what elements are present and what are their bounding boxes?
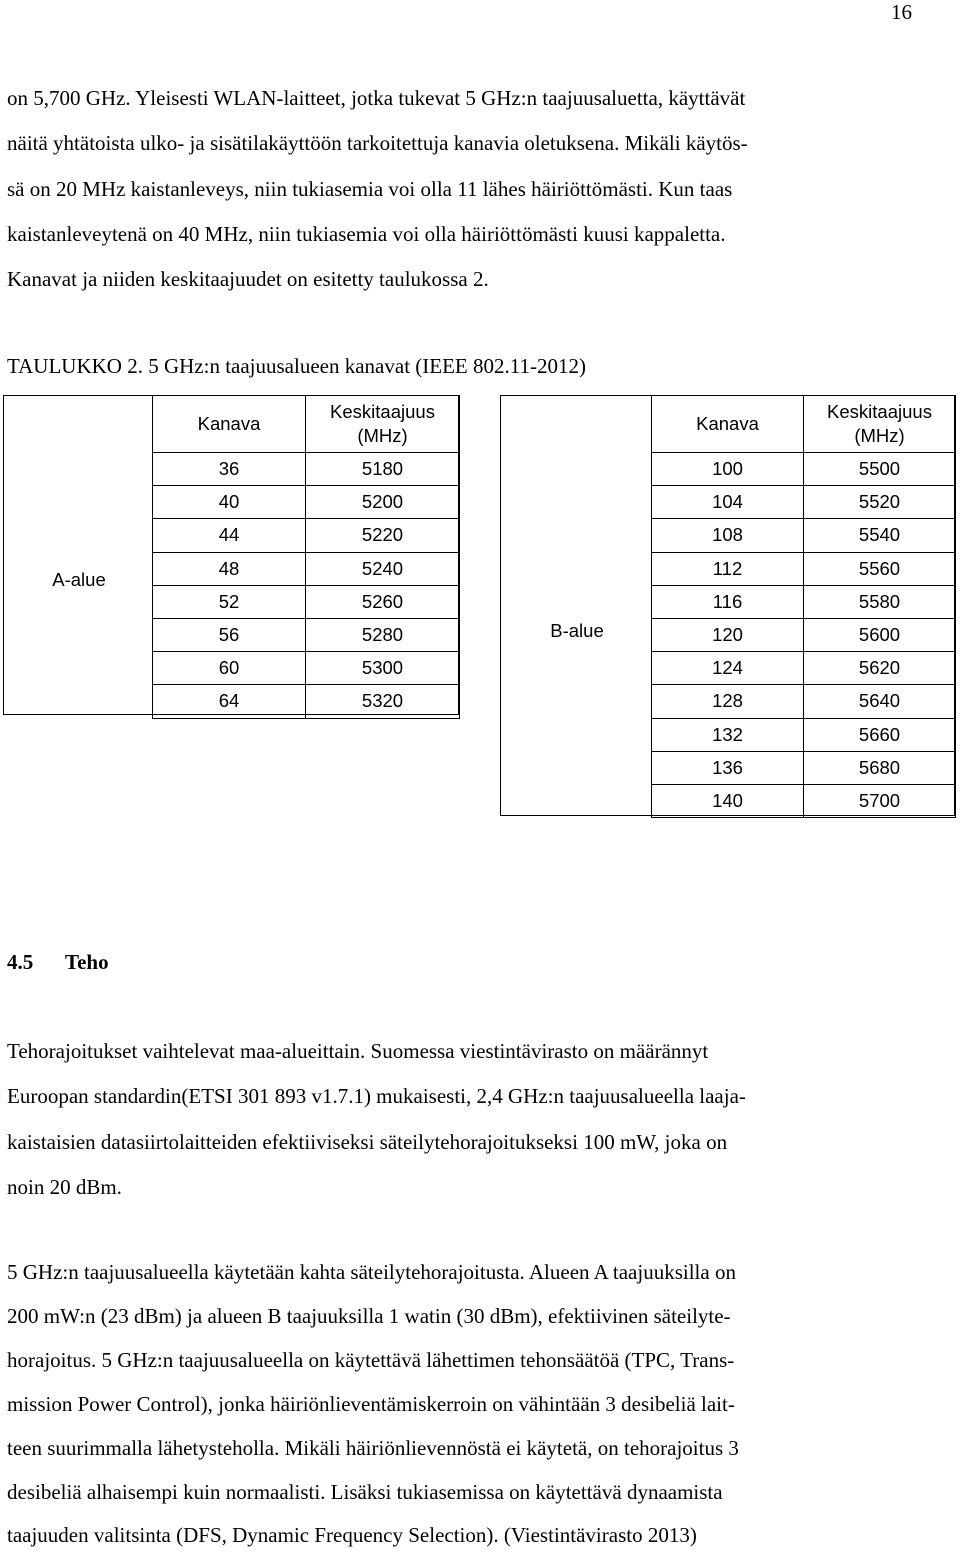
channel-cell: 56 <box>153 618 306 651</box>
frequency-cell: 5600 <box>804 618 956 651</box>
table-row <box>652 552 956 585</box>
text-line: 5 GHz:n taajuusalueella käytetään kahta säteilytehorajoitusta. Alueen A taajuuksilla on <box>7 1260 736 1284</box>
table-row <box>652 784 956 817</box>
header-frequency <box>306 396 460 453</box>
header-channel: Kanava <box>153 396 306 453</box>
frequency-cell: 5500 <box>804 453 956 486</box>
channel-cell: 124 <box>652 652 804 685</box>
band-a-grid <box>152 395 460 719</box>
header-frequency-line2: (MHz) <box>854 425 905 446</box>
text-line: mission Power Control), jonka häiriönlieventämiskerroin on vähintään 3 desibeliä lait- <box>7 1391 735 1416</box>
table-row <box>153 685 460 718</box>
frequency-cell: 5640 <box>804 685 956 718</box>
text-line: desibeliä alhaisempi kuin normaalisti. Lisäksi tukiasemissa on käytettävä dynaamista <box>7 1479 723 1504</box>
channel-cell: 40 <box>153 486 306 519</box>
channel-cell: 108 <box>652 519 804 552</box>
table-row <box>652 652 956 685</box>
channel-cell: 136 <box>652 751 804 784</box>
frequency-cell: 5560 <box>804 552 956 585</box>
table-row <box>652 453 956 486</box>
table-row <box>153 552 460 585</box>
frequency-cell: 5300 <box>306 652 460 685</box>
channel-cell: 60 <box>153 652 306 685</box>
table-row <box>652 718 956 751</box>
frequency-cell: 5220 <box>306 519 460 552</box>
frequency-cell: 5260 <box>306 585 460 618</box>
band-b-grid <box>651 395 956 818</box>
text-line: kaistaisien datasiirtolaitteiden efektiiviseksi säteilytehorajoitukseksi 100 mW, joka on <box>7 1129 728 1154</box>
channel-cell: 132 <box>652 718 804 751</box>
text-line: sä on 20 MHz kaistanleveys, niin tukiasemia voi olla 11 lähes häiriöttömästi. Kun taas <box>7 176 733 201</box>
channel-cell: 52 <box>153 585 306 618</box>
band-b-label: B-alue <box>550 620 604 641</box>
header-frequency-line1: Keskitaajuus <box>330 401 435 422</box>
channel-cell: 104 <box>652 486 804 519</box>
channel-cell: 36 <box>153 453 306 486</box>
text-line: horajoitus. 5 GHz:n taajuusalueella on käytettävä lähettimen tehonsäätöä (TPC, Trans- <box>7 1347 735 1372</box>
table-caption: TAULUKKO 2. 5 GHz:n taajuusalueen kanavat (IEEE 802.11-2012) <box>7 354 586 378</box>
table-row <box>153 453 460 486</box>
text-line: Kanavat ja niiden keskitaajuudet on esitetty taulukossa 2. <box>7 267 489 292</box>
frequency-cell: 5680 <box>804 751 956 784</box>
text-line: 200 mW:n (23 dBm) ja alueen B taajuuksilla 1 watin (30 dBm), efektiivinen säteilyte- <box>7 1303 731 1328</box>
frequency-cell: 5200 <box>306 486 460 519</box>
table-row <box>153 618 460 651</box>
channel-cell: 64 <box>153 685 306 718</box>
section-heading <box>7 946 109 978</box>
frequency-cell: 5180 <box>306 453 460 486</box>
table-row <box>652 685 956 718</box>
channel-cell: 140 <box>652 784 804 817</box>
text-line: näitä yhtätoista ulko- ja sisätilakäyttöön tarkoitettuja kanavia oletuksena. Mikäli käytös- <box>7 131 748 156</box>
section-title: Teho <box>65 950 109 974</box>
frequency-cell: 5620 <box>804 652 956 685</box>
page-number: 16 <box>891 0 912 24</box>
text-line: Euroopan standardin(ETSI 301 893 v1.7.1) mukaisesti, 2,4 GHz:n taajuusalueella laaja- <box>7 1084 746 1109</box>
text-line: on 5,700 GHz. Yleisesti WLAN-laitteet, jotka tukevat 5 GHz:n taajuusaluetta, käyttävät <box>7 86 746 110</box>
channel-cell: 116 <box>652 585 804 618</box>
frequency-cell: 5240 <box>306 552 460 585</box>
channel-cell: 44 <box>153 519 306 552</box>
text-line: kaistanleveytenä on 40 MHz, niin tukiasemia voi olla häiriöttömästi kuusi kappaletta. <box>7 221 726 246</box>
band-b-rows <box>652 453 956 818</box>
table-row <box>153 519 460 552</box>
header-frequency-line1: Keskitaajuus <box>827 401 932 422</box>
header-frequency-line2: (MHz) <box>357 425 408 446</box>
frequency-cell: 5660 <box>804 718 956 751</box>
table-row <box>153 585 460 618</box>
channel-cell: 120 <box>652 618 804 651</box>
frequency-cell: 5320 <box>306 685 460 718</box>
header-frequency <box>804 396 956 453</box>
channel-cell: 128 <box>652 685 804 718</box>
text-line: noin 20 dBm. <box>7 1174 122 1199</box>
table-row <box>153 652 460 685</box>
table-row <box>652 585 956 618</box>
table-header-row <box>153 396 460 453</box>
power-paragraph-2 <box>7 1251 913 1558</box>
intro-paragraph <box>7 76 913 302</box>
text-line: teen suurimmalla lähetysteholla. Mikäli häiriönlievennöstä ei käytetä, on tehorajoitus 3 <box>7 1435 739 1460</box>
table-header-row <box>652 396 956 453</box>
text-line: Tehorajoitukset vaihtelevat maa-alueittain. Suomessa viestintävirasto on määrännyt <box>7 1039 709 1063</box>
frequency-cell: 5700 <box>804 784 956 817</box>
channel-cell: 100 <box>652 453 804 486</box>
frequency-cell: 5540 <box>804 519 956 552</box>
text-line: taajuuden valitsinta (DFS, Dynamic Frequency Selection). (Viestintävirasto 2013) <box>7 1523 697 1548</box>
table-row <box>652 618 956 651</box>
band-a-label: A-alue <box>52 569 106 590</box>
table-row <box>652 751 956 784</box>
table-row <box>652 519 956 552</box>
frequency-cell: 5520 <box>804 486 956 519</box>
power-paragraph-1 <box>7 1029 913 1210</box>
frequency-cell: 5580 <box>804 585 956 618</box>
table-row <box>153 486 460 519</box>
frequency-cell: 5280 <box>306 618 460 651</box>
channel-cell: 112 <box>652 552 804 585</box>
table-row <box>652 486 956 519</box>
section-number: 4.5 <box>7 950 34 974</box>
channel-cell: 48 <box>153 552 306 585</box>
header-channel: Kanava <box>652 396 804 453</box>
band-a-rows <box>153 453 460 719</box>
